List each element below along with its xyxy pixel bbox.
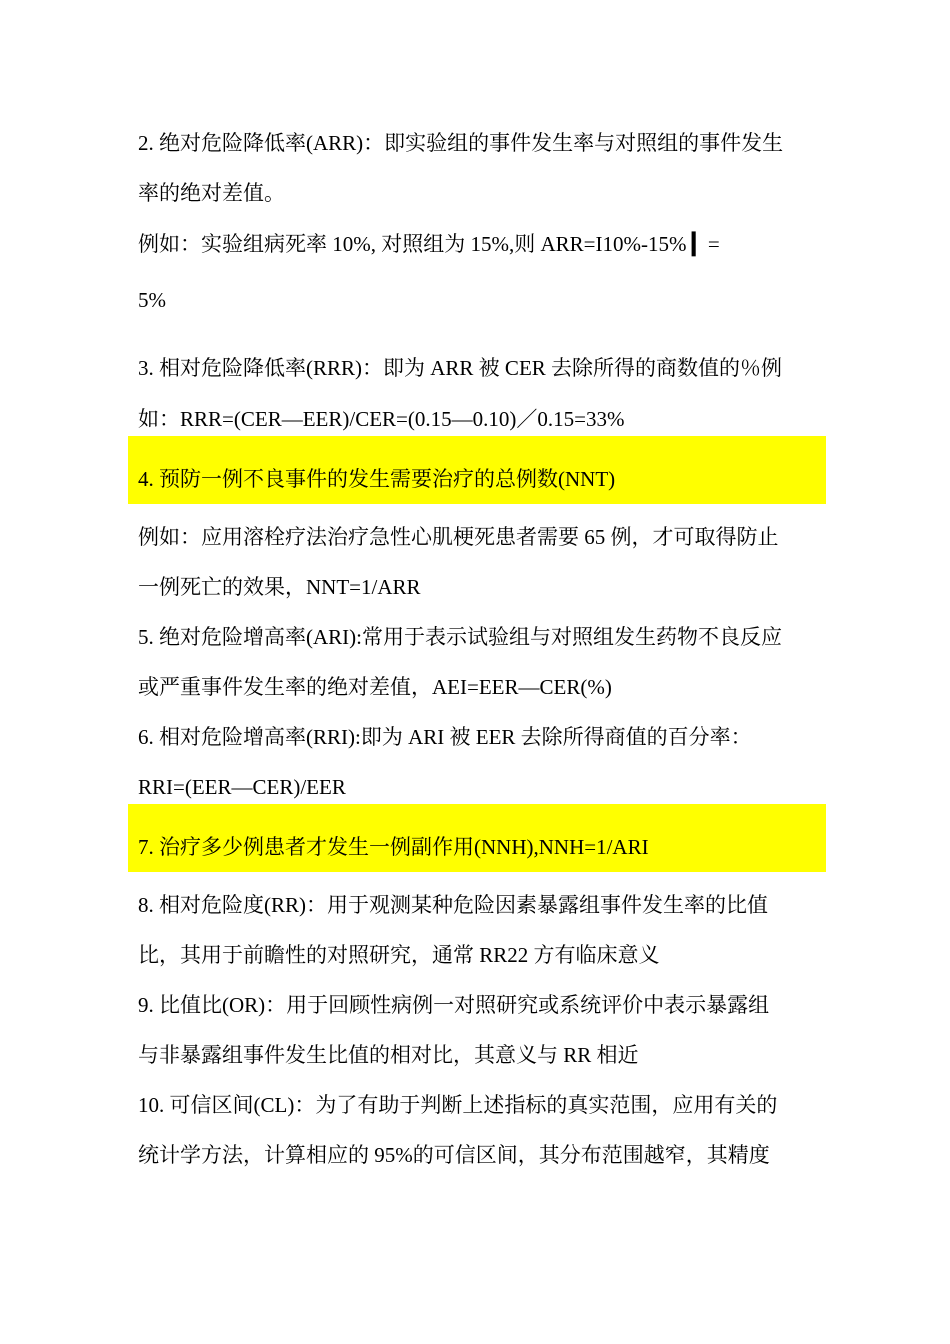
text-line-item-9-cont: 与非暴露组事件发生比值的相对比，其意义与 RR 相近 — [138, 1043, 639, 1067]
text-line-item-6-rri: 6. 相对危险增高率(RRI):即为 ARI 被 EER 去除所得商值的百分率： — [138, 725, 752, 749]
text-line-item-10-cl: 10. 可信区间(CL)：为了有助于判断上述指标的真实范围，应用有关的 — [138, 1093, 778, 1117]
text-line-item-10-cont: 统计学方法，计算相应的 95%的可信区间，其分布范围越窄，其精度 — [138, 1143, 770, 1167]
text-line-item-5-cont: 或严重事件发生率的绝对差值，AEI=EER—CER(%) — [138, 675, 612, 699]
text-line-item-2-cont: 率的绝对差值。 — [138, 181, 285, 205]
text-line-item-4-nnt: 4. 预防一例不良事件的发生需要治疗的总例数(NNT) — [138, 467, 616, 491]
text-line-item-8-rr: 8. 相对危险度(RR)：用于观测某种危险因素暴露组事件发生率的比值 — [138, 893, 768, 917]
text-line-example-nnt-cont: 一例死亡的效果，NNT=1/ARR — [138, 575, 421, 599]
text-line-example-nnt: 例如：应用溶栓疗法治疗急性心肌梗死患者需要 65 例，才可取得防止 — [138, 525, 779, 549]
text-line-item-9-or: 9. 比值比(OR)：用于回顾性病例一对照研究或系统评价中表示暴露组 — [138, 993, 770, 1017]
text-line-example-arr: 例如：实验组病死率 10%, 对照组为 15%,则 ARR=I10%-15% ▎= — [138, 232, 720, 256]
text-line-example-arr-result: 5% — [138, 288, 166, 312]
text-line-item-6-formula: RRI=(EER—CER)/EER — [138, 775, 346, 799]
text-line-item-5-ari: 5. 绝对危险增高率(ARI):常用于表示试验组与对照组发生药物不良反应 — [138, 625, 782, 649]
text-line-item-7-nnh: 7. 治疗多少例患者才发生一例副作用(NNH),NNH=1/ARI — [138, 835, 649, 859]
text-line-item-2-arr: 2. 绝对危险降低率(ARR)：即实验组的事件发生率与对照组的事件发生 — [138, 131, 784, 155]
text-line-item-3-rrr: 3. 相对危险降低率(RRR)：即为 ARR 被 CER 去除所得的商数值的％例 — [138, 356, 783, 380]
text-line-item-8-cont: 比，其用于前瞻性的对照研究，通常 RR22 方有临床意义 — [138, 943, 660, 967]
text-line-item-3-formula: 如：RRR=(CER—EER)/CER=(0.15—0.10)／0.15=33% — [138, 407, 625, 431]
